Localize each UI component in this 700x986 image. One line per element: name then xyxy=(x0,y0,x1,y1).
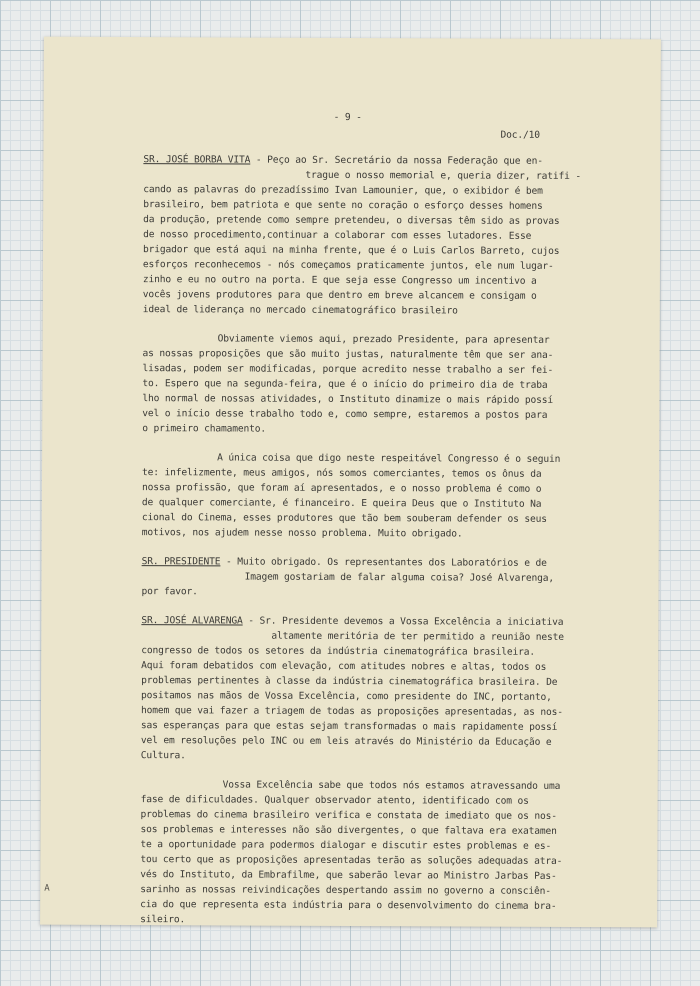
speech-line: problemas pertinentes à classe da indústria cinematográfica brasileira. De xyxy=(141,675,558,688)
speech-line: nossa profissão, que foram aí apresentados, e o nosso problema é como o xyxy=(141,482,542,495)
speech-line: sas esperanças para que estas sejam transformadas o mais rapidamente possí xyxy=(140,720,558,733)
speech-line: Aqui foram debatidos com elevação, com atitudes nobres e altas, todos os xyxy=(141,660,547,673)
speech-line: zinho e eu no outro na porta. E que seja esse Congresso um incentivo a xyxy=(142,274,537,287)
speech-line: problemas do cinema brasileiro verifica e constata de imediato que os nos- xyxy=(140,809,557,822)
speech-line: lho normal de nossas atividades, o Instituto dinamize o mais rápido possí xyxy=(142,393,554,406)
speech-line: positamos nas mãos de Vossa Excelência, como presidente do INC, portanto, xyxy=(141,690,552,703)
speech-line: te: infelizmente, meus amigos, nós somos comerciantes, temos os ônus da xyxy=(142,467,542,480)
speech-line: altamente meritória de ter permitido a reunião neste xyxy=(271,630,564,643)
speaker-name: SR. JOSÉ ALVARENGA xyxy=(141,615,243,627)
speech-line: sileiro. xyxy=(140,914,186,926)
speech-line: sos problemas e interesses não são divergentes, o que faltava era exatamen xyxy=(140,824,557,837)
speaker-name: SR. JOSÉ BORBA VITA xyxy=(143,154,251,166)
speech-line: as nossas proposições que são muito justas, naturalmente têm que ser ana- xyxy=(142,348,554,361)
speech-line xyxy=(141,615,563,628)
margin-mark: A xyxy=(44,883,50,894)
speech-line: sarinho as nossas reivindicações despertando assim no governo a consciên- xyxy=(140,884,551,897)
speech-line: de nosso procedimento,continuar a colaborar com esses lutadores. Esse xyxy=(143,229,532,242)
speech-line: cando as palavras do prezadíssimo Ivan Lamounier, que, o exibidor é bem xyxy=(143,184,543,197)
speech-line xyxy=(143,154,543,167)
speech-text: - Peço ao Sr. Secretário da nossa Federação que en- xyxy=(250,154,543,167)
speech-line: brasileiro, bem patriota e que sente no coração o esforço desses homens xyxy=(143,199,543,212)
document-page xyxy=(40,37,661,928)
speech-line: Cultura. xyxy=(140,750,186,762)
speech-line: esforços reconhecemos - nós começamos praticamente juntos, ele num lugar- xyxy=(142,259,554,272)
speech-line: Obviamente viemos aqui, prezado Presidente, para apresentar xyxy=(217,333,550,346)
speech-line: lisadas, podem ser modificadas, porque acredito nesse trabalho a ser fei- xyxy=(142,363,554,376)
speech-line xyxy=(142,556,547,569)
speech-line: motivos, nos ajudem nesse nosso problema. Muito obrigado. xyxy=(141,527,463,540)
speech-text: - Muito obrigado. Os representantes dos Laboratórios e de xyxy=(220,556,547,569)
speech-text: - Sr. Presidente devemos a Vossa Excelência a iniciativa xyxy=(242,615,564,628)
speech-line: ideal de liderança no mercado cinematográfico brasileiro xyxy=(142,304,458,317)
speech-line: A única coisa que digo neste respeitável Congresso é o seguin xyxy=(217,452,561,465)
speech-line: vel em resoluções pelo INC ou em leis através do Ministério da Educação e xyxy=(140,735,552,748)
speech-line: tou certo que as proposições apresentadas terão as soluções adequadas atra- xyxy=(140,854,563,867)
speech-line: Imagem gostariam de falar alguma coisa? José Alvarenga, xyxy=(244,571,555,584)
speech-line: homem que vai fazer a triagem de todas as proposições apresentadas, as nos- xyxy=(140,705,563,718)
speech-line: cional do Cinema, esses produtores que tão bem souberam defender os seus xyxy=(141,512,547,525)
speech-line: congresso de todos os setores da indústria cinematográfica brasileira. xyxy=(141,645,536,658)
speech-line: fase de dificuldades. Qualquer observador atento, identificado com os xyxy=(140,794,529,807)
speech-line: o primeiro chamamento. xyxy=(142,423,267,435)
page-number: - 9 - xyxy=(333,111,362,124)
speech-line: cia do que representa esta indústria para o desenvolvimento do cinema bra- xyxy=(140,899,557,912)
speech-line: te a oportunidade para podermos dialogar e discutir estes problemas e es- xyxy=(140,839,552,852)
speech-line: trague o nosso memorial e, queria dizer, ratifi - xyxy=(305,169,582,183)
speech-line: vel o início desse trabalho todo e, como sempre, estaremos a postos para xyxy=(142,408,548,421)
speech-line: da produção, pretende como sempre pretendeu, o diversas têm sido as provas xyxy=(143,214,560,227)
speaker-name: SR. PRESIDENTE xyxy=(141,556,221,568)
speech-line: por favor. xyxy=(141,586,198,598)
speech-line: brigador que está aqui na minha frente, que é o Luis Carlos Barreto, cujos xyxy=(142,244,560,257)
speech-line: to. Espero que na segunda-feira, que é o início do primeiro dia de traba xyxy=(142,378,548,391)
speech-line: vocês jovens produtores para que dentro em breve alcancem e consigam o xyxy=(142,289,537,302)
speech-line: vés do Instituto, da Embrafilme, que saberão levar ao Ministro Jarbas Pas- xyxy=(140,869,557,882)
speech-line: Vossa Excelência sabe que todos nós estamos atravessando uma xyxy=(222,779,561,792)
doc-reference: Doc./10 xyxy=(500,129,540,141)
speech-line: de qualquer comerciante, é financeiro. E queira Deus que o Instituto Na xyxy=(141,497,542,510)
